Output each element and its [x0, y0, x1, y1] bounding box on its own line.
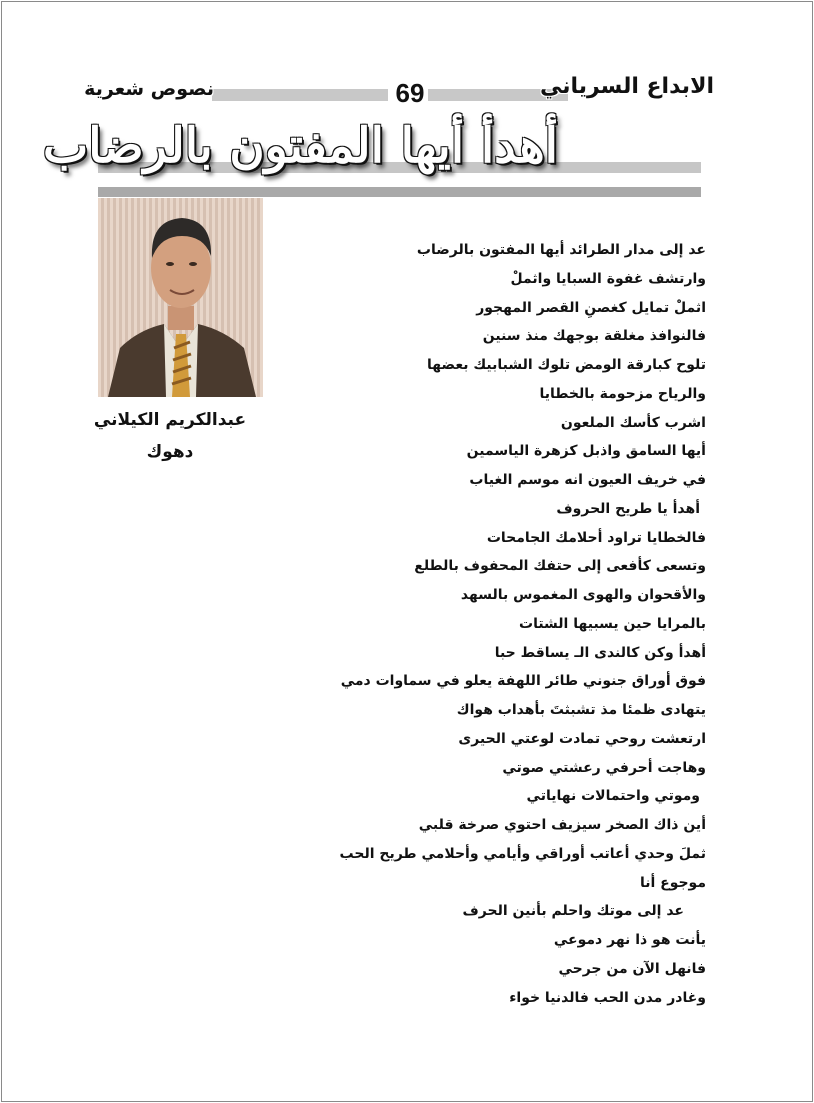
poem-line: وتسعى كأفعى إلى حتفك المحفوف بالطلع: [414, 558, 706, 575]
poem-line: فانهل الآن من جرحي: [558, 960, 706, 977]
title-bar-bottom: [98, 187, 701, 197]
poem-line: ارتعشت روحي تمادت لوعتي الحيرى: [458, 730, 706, 747]
poem-line: يأنت هو ذا نهر دموعي: [553, 932, 706, 948]
poem-line: عد إلى مدار الطرائد أيها المفتون بالرضاب: [416, 242, 706, 258]
poem-line: أهدأ وكن كالندى الـ يساقط حبا: [494, 644, 706, 661]
poem-line: أين ذاك الصخر سيزيف احتوي صرخة قلبي: [418, 817, 706, 833]
poem-line: وهاجت أحرفي رعشتي صوتي: [502, 759, 706, 776]
poem-line: في خريف العيون انه موسم الغياب: [469, 472, 706, 488]
header-bar-left: [212, 89, 388, 101]
poem-line: ثملَ وحدي أعاتب أوراقي وأيامي وأحلامي طريح الحب: [339, 845, 706, 862]
poem-line: أيها السامق واذبل كزهرة الياسمين: [466, 443, 706, 460]
poem-body: [340, 236, 706, 1012]
poem-line: تلوح كبارقة الومض تلوك الشبابيك بعضها: [427, 357, 706, 373]
poem-title: أهدأ أيها المفتون بالرضاب: [43, 118, 558, 174]
poem-line: وموتي واحتمالات نهاياتي: [526, 788, 700, 805]
poet-name: عبدالكريم الكيلاني: [93, 410, 247, 430]
poem-line: عد إلى موتك واحلم بأنين الحرف: [462, 903, 684, 920]
poem-line: اثملْ تمايل كغصنِ القصر المهجور: [476, 299, 706, 316]
poem-line: فالخطايا تراود أحلامك الجامحات: [486, 529, 706, 546]
section-name: نصوص شعرية: [84, 78, 214, 100]
poem-line: اشرب كأسك الملعون: [560, 414, 706, 431]
poem-line: والرياح مزحومة بالخطايا: [539, 385, 706, 402]
poem-line: وغادر مدن الحب فالدنيا خواء: [509, 989, 706, 1006]
journal-name: الابداع السرياني: [539, 74, 714, 99]
poem-line: فوق أوراق جنوني طائر اللهفة يعلو في سماوات دمي: [340, 673, 706, 690]
poem-line: أهدأ يا طريح الحروف: [556, 500, 700, 517]
page-number: 69: [395, 78, 425, 108]
poem-line: يتهادى ظمئا مذ تشبثتَ بأهداب هواك: [456, 702, 706, 718]
poet-photo: [98, 198, 263, 397]
poem-line: وارتشف غفوة السبايا واثملْ: [510, 270, 706, 287]
poem-line: فالنوافذ مغلقة بوجهك منذ سنين: [482, 328, 706, 345]
poem-line: موجوع أنا: [639, 874, 706, 891]
poem-line: والأقحوان والهوى المغموس بالسهد: [460, 587, 706, 603]
poem-line: بالمرايا حين يسبيها الشتات: [519, 615, 706, 632]
portrait-illustration: [98, 198, 263, 397]
poet-city: دهوك: [146, 442, 194, 462]
